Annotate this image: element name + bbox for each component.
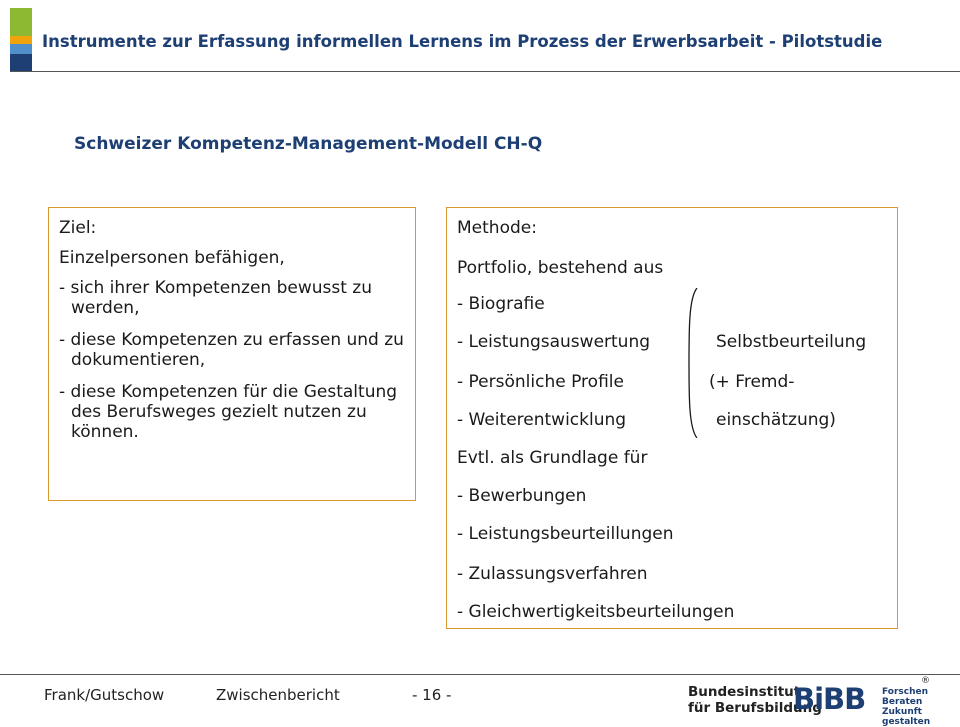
goal-item: - sich ihrer Kompetenzen bewusst zu werden, [59,278,372,318]
goal-item: - diese Kompetenzen für die Gestaltung des Berufsweges gezielt nutzen zu können. [59,382,398,442]
goal-box [48,207,416,501]
header-bar-dark-blue [10,54,32,72]
bracket-note-line: Selbstbeurteilung [716,332,867,352]
method-heading: Methode: [457,218,537,238]
registered-mark: ® [921,676,930,686]
logo-tagline [882,687,960,727]
footer-report: Zwischenbericht [216,686,340,704]
section-title: Schweizer Kompetenz-Management-Modell CH-Q [74,134,543,154]
header-color-bar [10,8,32,72]
header-divider [10,71,960,72]
goal-item: - diese Kompetenzen zu erfassen und zu dokumentieren, [59,330,404,370]
logo-line1: Bundesinstitut [688,684,801,700]
basis-intro: Evtl. als Grundlage für [457,448,648,468]
logo-tagline-line: Forschen [882,687,929,697]
method-intro: Portfolio, bestehend aus [457,258,664,278]
basis-item: - Leistungsbeurteillungen [457,524,674,544]
footer-page-number: - 16 - [412,686,452,704]
basis-item: - Gleichwertigkeitsbeurteilungen [457,602,735,622]
portfolio-item: - Weiterentwicklung [457,410,627,430]
bracket-icon [685,288,709,438]
portfolio-item: - Persönliche Profile [457,372,624,392]
header-bar-light-blue [10,44,32,54]
goal-heading: Ziel: [59,218,97,238]
logo-line2: für Berufsbildung [688,700,822,716]
bracket-note-line: (+ Fremd- [709,372,795,392]
header-title: Instrumente zur Erfassung informellen Lernens im Prozess der Erwerbsarbeit - Pilotstudie [42,32,883,51]
logo-mark: BiBB [793,682,866,716]
portfolio-item: - Leistungsauswertung [457,332,651,352]
logo-tagline-line: Beraten [882,697,923,707]
method-box [446,207,898,629]
footer-authors: Frank/Gutschow [44,686,165,704]
goal-intro: Einzelpersonen befähigen, [59,248,285,268]
basis-item: - Bewerbungen [457,486,587,506]
basis-item: - Zulassungsverfahren [457,564,648,584]
footer-divider [0,674,960,675]
portfolio-item: - Biografie [457,294,545,314]
header-bar-orange [10,36,32,44]
header-bar-green [10,8,32,36]
bracket-note-line: einschätzung) [716,410,836,430]
logo-tagline-line: Zukunft gestalten [882,707,931,727]
